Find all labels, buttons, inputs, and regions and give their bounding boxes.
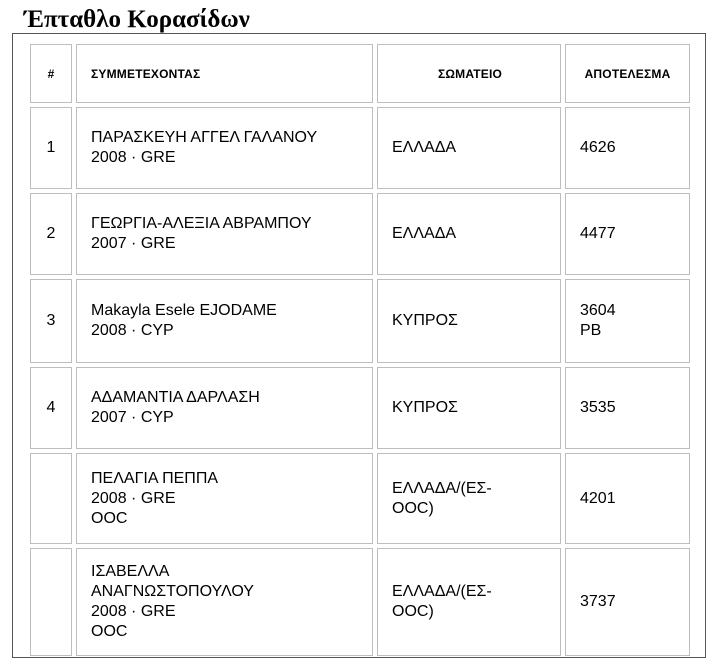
athlete-name: ΠΕΛΑΓΙΑ ΠΕΠΠΑ <box>91 469 219 487</box>
athlete-status: OOC <box>91 509 128 527</box>
athlete-cell <box>76 453 373 544</box>
results-table <box>26 40 694 660</box>
result-cell: 4201 <box>565 453 690 544</box>
table-row <box>30 453 690 544</box>
table-row <box>30 193 690 275</box>
athlete-info: 2008 · GRE <box>91 489 176 507</box>
table-row <box>30 279 690 363</box>
athlete-name: ΠΑΡΑΣΚΕΥΗ ΑΓΓΕΛ ΓΑΛΑΝΟΥ <box>91 129 318 146</box>
result-cell <box>565 279 690 363</box>
club-cell <box>377 453 561 544</box>
header-athlete: ΣΥΜΜΕΤΕΧΟΝΤΑΣ <box>76 44 373 103</box>
club-cell: ΕΛΛΑΔΑ <box>377 107 561 189</box>
header-club: ΣΩΜΑΤΕΙΟ <box>377 44 561 103</box>
header-row <box>30 44 690 103</box>
result-cell: 3737 <box>565 548 690 656</box>
club-cell: ΚΥΠΡΟΣ <box>377 279 561 363</box>
athlete-name: ΙΣΑΒΕΛΛΑ <box>91 563 170 580</box>
page-title: Έπταθλο Κορασίδων <box>24 6 250 33</box>
club-cell <box>377 548 561 656</box>
athlete-cell <box>76 279 373 363</box>
rank-cell: 2 <box>30 193 72 275</box>
athlete-status: OOC <box>91 623 128 640</box>
club-line: ΕΛΛΑΔΑ/(ΕΣ- <box>392 479 492 497</box>
athlete-name: Makayla Esele EJODAME <box>91 302 277 319</box>
result-cell: 4477 <box>565 193 690 275</box>
club-line: OOC) <box>392 603 434 620</box>
athlete-info: 2008 · GRE <box>91 149 176 166</box>
athlete-info: 2007 · GRE <box>91 235 176 252</box>
club-line: OOC) <box>392 499 434 517</box>
athlete-info: 2007 · CYP <box>91 409 174 426</box>
header-rank: # <box>30 44 72 103</box>
rank-cell: 1 <box>30 107 72 189</box>
table-row <box>30 107 690 189</box>
athlete-name: ΑΝΑΓΝΩΣΤΟΠΟΥΛΟΥ <box>91 583 254 600</box>
club-cell: ΕΛΛΑΔΑ <box>377 193 561 275</box>
athlete-cell <box>76 548 373 656</box>
athlete-name: ΓΕΩΡΓΙΑ-ΑΛΕΞΙΑ ΑΒΡΑΜΠΟΥ <box>91 215 312 232</box>
club-cell: ΚΥΠΡΟΣ <box>377 367 561 449</box>
club-line: ΕΛΛΑΔΑ/(ΕΣ- <box>392 583 492 600</box>
rank-cell: 4 <box>30 367 72 449</box>
athlete-cell <box>76 193 373 275</box>
rank-cell <box>30 548 72 656</box>
table-row <box>30 548 690 656</box>
athlete-info: 2008 · GRE <box>91 603 176 620</box>
table-row <box>30 367 690 449</box>
athlete-cell <box>76 107 373 189</box>
result-value: 3604 <box>580 302 616 319</box>
rank-cell <box>30 453 72 544</box>
result-cell: 4626 <box>565 107 690 189</box>
athlete-cell <box>76 367 373 449</box>
header-result: ΑΠΟΤΕΛΕΣΜΑ <box>565 44 690 103</box>
rank-cell: 3 <box>30 279 72 363</box>
result-cell: 3535 <box>565 367 690 449</box>
athlete-name: ΑΔΑΜΑΝΤΙΑ ΔΑΡΛΑΣΗ <box>91 389 260 406</box>
athlete-info: 2008 · CYP <box>91 322 174 339</box>
result-note: PB <box>580 322 602 339</box>
